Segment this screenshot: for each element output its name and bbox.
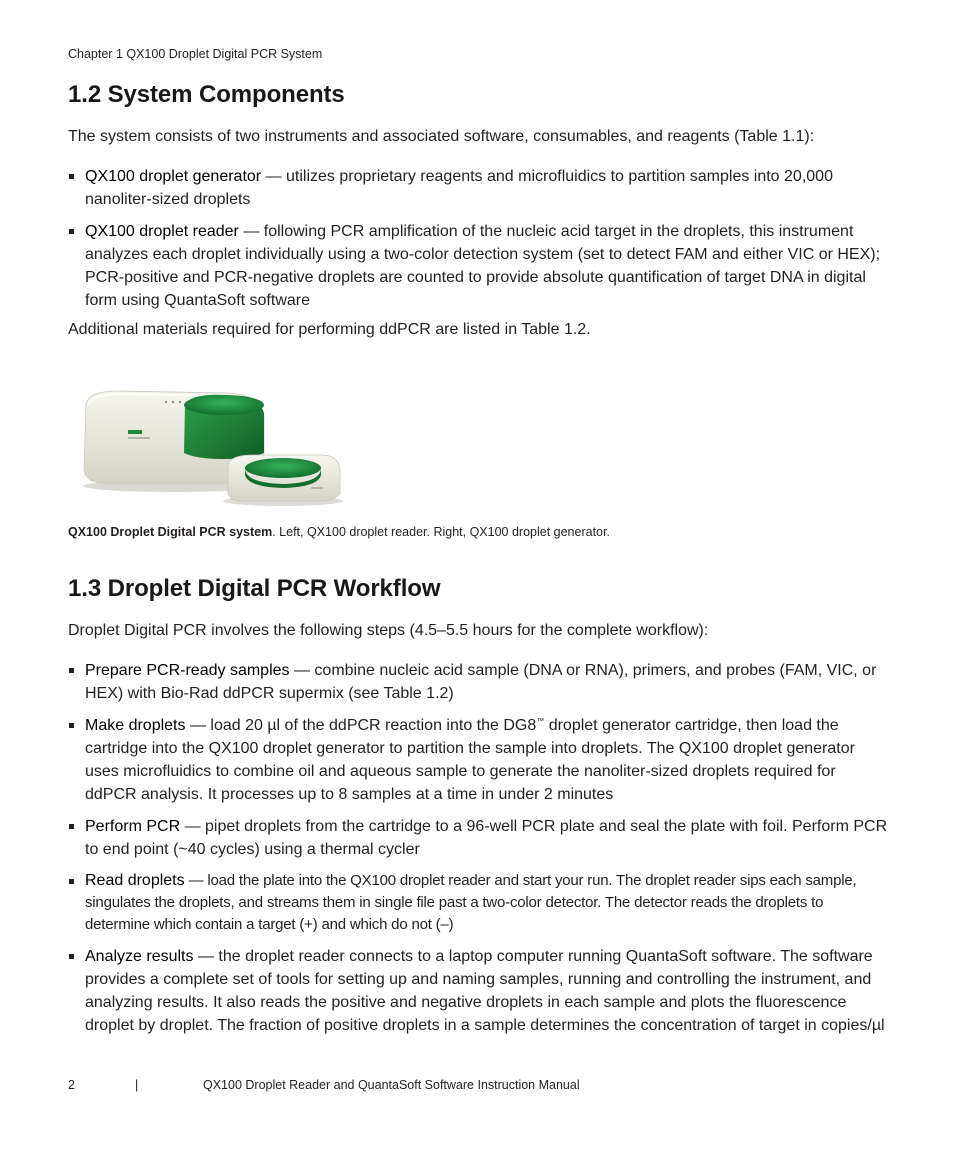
- item-term: QX100 droplet generator: [85, 168, 262, 185]
- components-intro: The system consists of two instruments and associated software, consumables, and reagents (Table 1.1):: [68, 128, 815, 145]
- step-separator: —: [193, 948, 219, 965]
- bullet-square-icon: [69, 879, 74, 884]
- step-term: Prepare PCR-ready samples: [85, 662, 290, 679]
- step-separator: —: [185, 717, 211, 734]
- step-text: load the plate into the QX100 droplet reader and start your run. The droplet reader sips each sample, singulates the droplets, and streams them in single file past a two-color detector. The detector reads the droplets to determine which contain a target (+) and which do not (–): [85, 872, 857, 933]
- figure-caption: [68, 525, 610, 539]
- step-perform-pcr: [68, 815, 888, 861]
- item-separator: —: [261, 168, 287, 185]
- list-item-droplet-generator: [68, 165, 888, 211]
- running-header: Chapter 1 QX100 Droplet Digital PCR System: [68, 47, 323, 61]
- bullet-square-icon: [69, 668, 74, 673]
- caption-text: . Left, QX100 droplet reader. Right, QX100 droplet generator.: [272, 525, 610, 539]
- bullet-square-icon: [69, 174, 74, 179]
- step-text: load 20 µl of the ddPCR reaction into the DG8: [210, 717, 537, 734]
- step-prepare-samples: [68, 659, 888, 705]
- bullet-square-icon: [69, 229, 74, 234]
- footer-divider: |: [135, 1078, 139, 1092]
- bullet-square-icon: [69, 954, 74, 959]
- section-heading-system-components: 1.2 System Components: [68, 81, 345, 108]
- qx100-system-photo: [78, 383, 348, 508]
- step-separator: —: [184, 872, 208, 889]
- footer-manual-title: QX100 Droplet Reader and QuantaSoft Software Instruction Manual: [203, 1078, 580, 1092]
- step-analyze-results: [68, 945, 888, 1037]
- item-term: QX100 droplet reader: [85, 223, 239, 240]
- trademark-symbol: ™: [536, 716, 545, 726]
- step-text: pipet droplets from the cartridge to a 96-well PCR plate and seal the plate with foil. Perform PCR to end point (~40 cycles) using a thermal cycler: [85, 818, 888, 858]
- step-term: Read droplets: [85, 872, 185, 889]
- item-separator: —: [238, 223, 264, 240]
- step-separator: —: [180, 818, 206, 835]
- section-heading-workflow: 1.3 Droplet Digital PCR Workflow: [68, 575, 441, 602]
- item-text: utilizes proprietary reagents and microfluidics to partition samples into 20,000 nanoliter-sized droplets: [85, 168, 833, 208]
- components-closing: Additional materials required for performing ddPCR are listed in Table 1.2.: [68, 321, 591, 338]
- droplet-generator-shape: [228, 455, 340, 501]
- step-term: Perform PCR: [85, 818, 181, 835]
- caption-title: QX100 Droplet Digital PCR system: [68, 525, 273, 539]
- step-text-cont: droplet generator cartridge, then load the cartridge into the QX100 droplet generator to partition the sample into droplets. The QX100 droplet generator uses microfluidics to combine oil and aqueous sample to generate the nanoliter-sized droplets required for ddPCR analysis. It processes up to 8 samples at a time in under 2 minutes: [85, 717, 855, 803]
- step-term: Analyze results: [85, 948, 194, 965]
- bullet-square-icon: [69, 824, 74, 829]
- step-read-droplets: [68, 870, 888, 936]
- step-text: the droplet reader connects to a laptop computer running QuantaSoft software. The software provides a complete set of tools for setting up and naming samples, running and controlling the instrument, and analyzing results. It also reads the positive and negative droplets in each sample and plots the fluorescence droplet by droplet. The fraction of positive droplets in a sample determines the concentration of target in copies/µl: [85, 948, 885, 1034]
- step-term: Make droplets: [85, 717, 186, 734]
- bullet-square-icon: [69, 723, 74, 728]
- workflow-intro: Droplet Digital PCR involves the following steps (4.5–5.5 hours for the complete workflow):: [68, 622, 709, 639]
- step-separator: —: [289, 662, 315, 679]
- list-item-droplet-reader: [68, 220, 888, 312]
- workflow-steps-list: [68, 659, 888, 1046]
- step-text: combine nucleic acid sample (DNA or RNA), primers, and probes (FAM, VIC, or HEX) with Bio-Rad ddPCR supermix (see Table 1.2): [85, 662, 877, 702]
- components-list: [68, 165, 888, 321]
- item-text: following PCR amplification of the nucleic acid target in the droplets, this instrument analyzes each droplet individually using a two-color detection system (set to detect FAM and either VIC or HEX); PCR-positive and PCR-negative droplets are counted to provide absolute quantification of target DNA in digital form using QuantaSoft software: [85, 223, 881, 309]
- step-make-droplets: [68, 714, 888, 806]
- page-number: 2: [68, 1078, 75, 1092]
